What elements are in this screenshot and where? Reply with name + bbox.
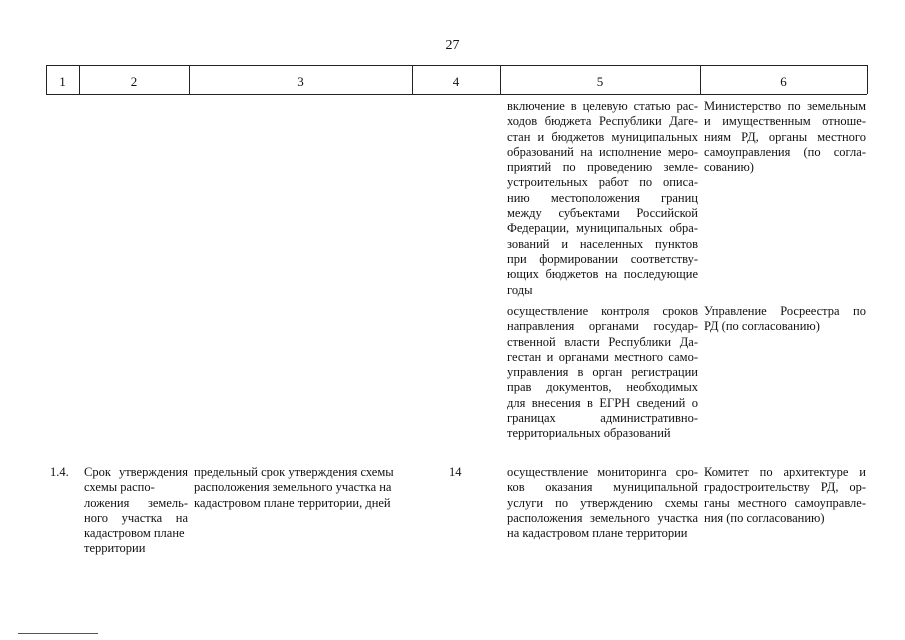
header-cell: 6	[780, 74, 787, 89]
page-number: 27	[445, 38, 460, 53]
measure-description: осуществление контроля сроков направления органами государ- ственной власти Республики Да- гестан и органами местного само- управления в орган регистрации прав документов, необходимых для внесения в ЕГРН сведений о границах административно- территориальных образований	[507, 304, 698, 441]
row-number: 1.4.	[50, 465, 69, 479]
table-header-bottom-border	[46, 94, 867, 95]
measure-description: осуществление мониторинга сро- ков оказания муниципальной услуги по утверждению схемы расположения земельного участка на кадастровом плане территории	[507, 465, 698, 541]
responsible-party: Комитет по архитектуре и градостроительству РД, ор- ганы местного самоуправле- ния (по согласованию)	[704, 465, 866, 525]
page-footer-rule	[18, 633, 98, 634]
indicator-name: Срок утверждения схемы распо- ложения земель- ного участка на кадастровом плане территории	[84, 465, 188, 556]
header-cell: 3	[297, 74, 304, 89]
responsible-party: Министерство по земельным и имущественным отноше- ниям РД, органы местного самоуправления (по согла- сованию)	[704, 99, 866, 175]
table-header-top-border	[46, 65, 867, 66]
header-cell: 1	[59, 74, 66, 89]
indicator-value: 14	[449, 465, 462, 479]
header-cell: 5	[596, 74, 604, 89]
header-cell: 4	[452, 74, 460, 89]
indicator-definition: предельный срок утверждения схемы расположения земельного участка на кадастровом плане территории, дней	[194, 465, 394, 510]
responsible-party: Управление Росреестра по РД (по согласованию)	[704, 304, 866, 334]
header-cell: 2	[130, 74, 138, 89]
measure-description: включение в целевую статью рас- ходов бюджета Республики Даге- стан и бюджетов муниципальных образований на исполнение меро- приятий по проведению земле- устроительных работ по описа- нию местоположения границ между субъектами Российской Федерации, муниципальных обра- зований и населенных пунктов при формировании соответству- ющих бюджетов на последующие годы	[507, 99, 698, 297]
header-divider	[867, 65, 868, 94]
